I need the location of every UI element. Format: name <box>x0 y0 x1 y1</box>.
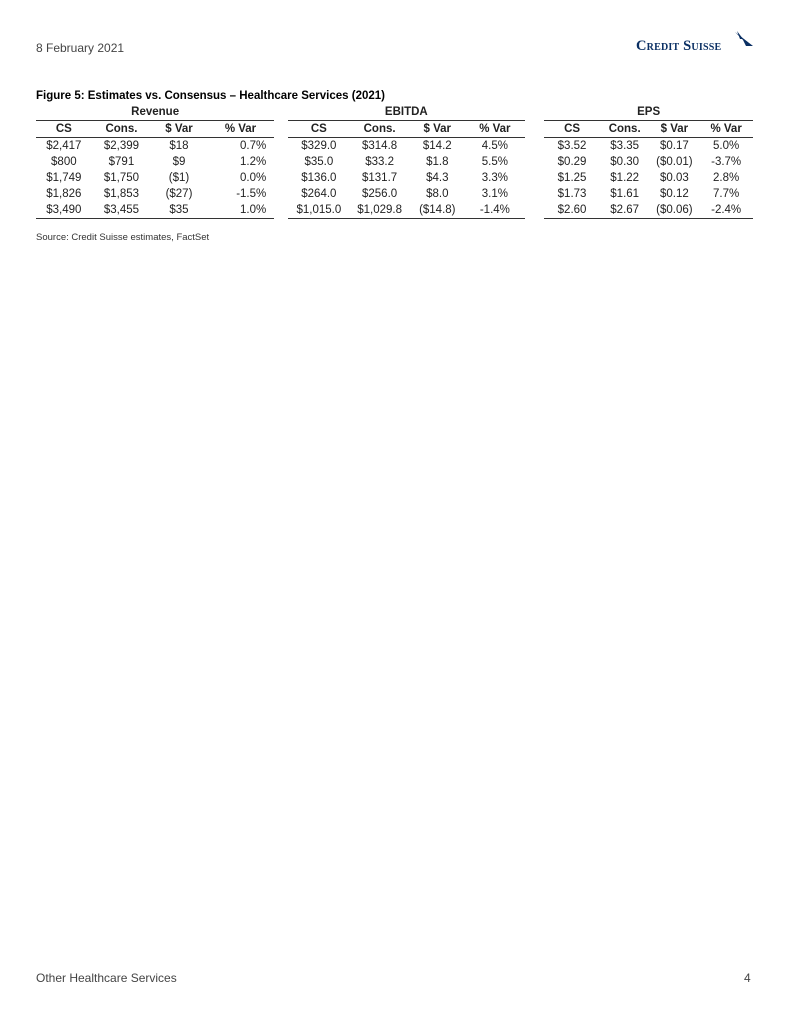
table-cell: $1,826 <box>46 188 82 200</box>
table-cell: $0.17 <box>660 140 689 152</box>
table-cell: $4.3 <box>426 172 449 184</box>
col-header: CS <box>288 121 350 138</box>
table-cell: $9 <box>172 156 186 168</box>
table-row <box>36 138 753 155</box>
table-cell: $2.67 <box>600 202 650 219</box>
table-cell: $35 <box>151 202 207 219</box>
table-cell: $2,417 <box>46 140 82 152</box>
table-row <box>36 170 753 186</box>
table-cell: -3.7% <box>711 156 742 168</box>
table-cell: $1,749 <box>46 172 82 184</box>
estimates-table <box>36 104 753 219</box>
table-cell: $33.2 <box>365 156 394 168</box>
table-cell: ($27) <box>165 188 193 200</box>
table-cell: $18 <box>169 140 189 152</box>
table-cell: -1.4% <box>465 202 525 219</box>
table-cell: $3.52 <box>557 140 587 152</box>
col-header: $ Var <box>409 121 465 138</box>
table-cell: $256.0 <box>361 188 398 200</box>
col-header: CS <box>544 121 600 138</box>
table-cell: $3,455 <box>92 202 152 219</box>
table-cell: $0.30 <box>610 156 640 168</box>
table-cell: $131.7 <box>361 172 398 184</box>
table-cell: ($0.06) <box>650 202 700 219</box>
sailboat-icon <box>734 30 754 48</box>
table-cell: $14.2 <box>422 140 452 152</box>
table-cell: 3.3% <box>481 172 508 184</box>
table-cell: -1.5% <box>236 188 267 200</box>
table-cell: $2,399 <box>103 140 140 152</box>
table-cell: $0.29 <box>557 156 587 168</box>
table-cell: $1.73 <box>557 188 587 200</box>
table-row <box>36 202 753 219</box>
table-cell: -2.4% <box>699 202 753 219</box>
col-header: Cons. <box>600 121 650 138</box>
col-header: % Var <box>207 121 275 138</box>
table-cell: $1.61 <box>610 188 640 200</box>
table-cell: $3.35 <box>610 140 640 152</box>
table-cell: $1,015.0 <box>288 202 350 219</box>
col-header: $ Var <box>151 121 207 138</box>
footer-section: Other Healthcare Services <box>36 971 177 985</box>
col-header: Cons. <box>350 121 410 138</box>
table-cell: 0.0% <box>240 172 267 184</box>
table-cell: $329.0 <box>301 140 337 152</box>
table-cell: 1.0% <box>207 202 275 219</box>
table-cell: 5.0% <box>713 140 740 152</box>
table-cell: 2.8% <box>713 172 740 184</box>
table-cell: 4.5% <box>481 140 508 152</box>
table-cell: $800 <box>51 156 77 168</box>
table-cell: $2.60 <box>544 202 600 219</box>
table-row <box>36 186 753 202</box>
col-header: $ Var <box>650 121 700 138</box>
col-header: Cons. <box>92 121 152 138</box>
table-cell: $136.0 <box>301 172 337 184</box>
table-cell: $3,490 <box>36 202 92 219</box>
col-header: % Var <box>465 121 525 138</box>
table-cell: $0.12 <box>660 188 689 200</box>
source-note: Source: Credit Suisse estimates, FactSet <box>36 232 210 243</box>
logo-wordmark: Credit Suisse <box>636 38 722 54</box>
table-cell: $1.25 <box>557 172 587 184</box>
group-revenue: Revenue <box>36 104 274 121</box>
table-cell: $8.0 <box>426 188 449 200</box>
group-eps: EPS <box>544 104 753 121</box>
table-cell: ($0.01) <box>656 156 693 168</box>
table-cell: $1.22 <box>610 172 640 184</box>
group-header-row <box>36 104 753 121</box>
col-header: CS <box>36 121 92 138</box>
table-cell: $1,750 <box>103 172 140 184</box>
table-cell: 0.7% <box>240 140 267 152</box>
table-cell: $314.8 <box>361 140 398 152</box>
column-header-row <box>36 121 753 138</box>
table-cell: 1.2% <box>240 156 267 168</box>
table-cell: 3.1% <box>481 188 508 200</box>
table-cell: ($1) <box>168 172 190 184</box>
table-row <box>36 154 753 170</box>
table-cell: 7.7% <box>713 188 740 200</box>
table-cell: $1.8 <box>426 156 449 168</box>
page-number: 4 <box>744 971 751 985</box>
table-cell: $1,853 <box>103 188 140 200</box>
table-cell: ($14.8) <box>409 202 465 219</box>
table-cell: $264.0 <box>301 188 337 200</box>
figure-title: Figure 5: Estimates vs. Consensus – Healthcare Services (2021) <box>36 90 385 102</box>
table-cell: 5.5% <box>481 156 508 168</box>
group-ebitda: EBITDA <box>288 104 525 121</box>
table-cell: $1,029.8 <box>350 202 410 219</box>
credit-suisse-logo <box>636 30 756 60</box>
col-header: % Var <box>699 121 753 138</box>
report-date: 8 February 2021 <box>36 41 125 55</box>
table-cell: $0.03 <box>660 172 689 184</box>
table-cell: $35.0 <box>304 156 334 168</box>
table-cell: $791 <box>108 156 135 168</box>
